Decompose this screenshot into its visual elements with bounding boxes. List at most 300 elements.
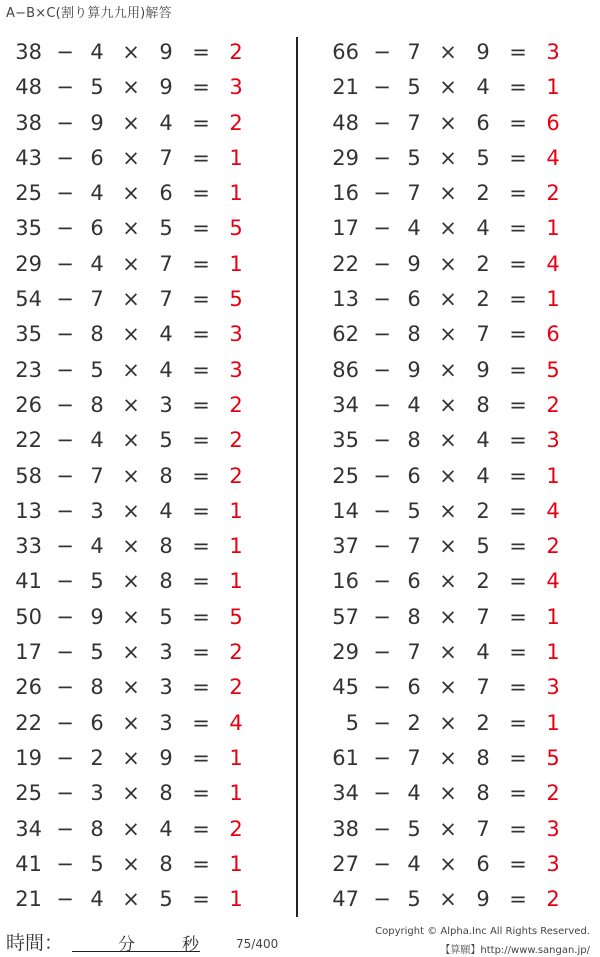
minus-sign: −	[56, 40, 74, 64]
times-sign: ×	[122, 181, 140, 206]
answer: 1	[229, 851, 243, 876]
minus-sign: −	[56, 569, 74, 594]
minutes-label: 分	[118, 935, 135, 955]
answer: 1	[229, 887, 243, 912]
operand-c: 2	[476, 181, 490, 206]
operand-b: 6	[90, 145, 104, 170]
answer: 2	[229, 640, 243, 665]
page-title: A−B×C(割り算九九用)解答	[6, 6, 172, 21]
operand-a: 66	[332, 40, 359, 64]
operand-b: 4	[90, 534, 104, 559]
answer: 2	[546, 181, 560, 206]
operand-b: 4	[407, 781, 421, 806]
answer: 3	[229, 75, 243, 100]
times-sign: ×	[439, 781, 457, 806]
problem-row	[8, 106, 268, 141]
equals-sign: =	[192, 75, 210, 100]
operand-b: 8	[407, 604, 421, 629]
minus-sign: −	[56, 287, 74, 312]
equals-sign: =	[192, 851, 210, 876]
operand-a: 54	[15, 287, 42, 312]
operand-c: 4	[159, 322, 173, 347]
operand-a: 62	[332, 322, 359, 347]
answer: 4	[546, 145, 560, 170]
operand-b: 9	[407, 357, 421, 382]
operand-a: 57	[332, 604, 359, 629]
times-sign: ×	[439, 534, 457, 559]
minus-sign: −	[373, 287, 391, 312]
equals-sign: =	[192, 887, 210, 912]
equals-sign: =	[509, 816, 527, 841]
operand-c: 2	[476, 251, 490, 276]
operand-b: 7	[407, 181, 421, 206]
problem-row	[325, 600, 585, 635]
problem-row	[325, 388, 585, 423]
operand-a: 25	[15, 181, 42, 206]
operand-c: 4	[476, 216, 490, 241]
operand-a: 38	[15, 110, 42, 135]
operand-a: 26	[15, 675, 42, 700]
minus-sign: −	[373, 216, 391, 241]
operand-c: 4	[159, 498, 173, 523]
operand-c: 7	[476, 322, 490, 347]
equals-sign: =	[509, 75, 527, 100]
problem-row	[325, 529, 585, 564]
operand-a: 61	[332, 745, 359, 770]
operand-a: 35	[15, 216, 42, 241]
minus-sign: −	[373, 675, 391, 700]
minus-sign: −	[56, 781, 74, 806]
operand-b: 4	[90, 181, 104, 206]
operand-a: 25	[332, 463, 359, 488]
operand-c: 4	[159, 110, 173, 135]
operand-a: 48	[15, 75, 42, 100]
answer: 1	[229, 181, 243, 206]
answer: 1	[229, 534, 243, 559]
operand-c: 8	[476, 392, 490, 417]
operand-c: 7	[476, 816, 490, 841]
time-answer-line	[72, 951, 200, 952]
operand-a: 38	[332, 816, 359, 841]
times-sign: ×	[122, 569, 140, 594]
operand-a: 26	[15, 392, 42, 417]
answer: 1	[229, 498, 243, 523]
operand-c: 9	[159, 75, 173, 100]
problem-row	[8, 317, 268, 352]
operand-c: 7	[159, 287, 173, 312]
operand-a: 47	[332, 887, 359, 912]
answer: 5	[229, 287, 243, 312]
site-url: 【算願】http://www.sangan.jp/	[440, 945, 590, 956]
answer: 2	[229, 675, 243, 700]
answer: 5	[546, 357, 560, 382]
problem-row	[8, 211, 268, 246]
minus-sign: −	[373, 181, 391, 206]
minus-sign: −	[373, 110, 391, 135]
equals-sign: =	[192, 498, 210, 523]
operand-b: 5	[407, 498, 421, 523]
operand-b: 5	[407, 75, 421, 100]
minus-sign: −	[56, 145, 74, 170]
equals-sign: =	[192, 675, 210, 700]
operand-c: 7	[476, 675, 490, 700]
times-sign: ×	[439, 463, 457, 488]
operand-b: 8	[90, 816, 104, 841]
answer: 2	[229, 463, 243, 488]
equals-sign: =	[192, 428, 210, 453]
problem-row	[325, 282, 585, 317]
problem-row	[8, 529, 268, 564]
operand-b: 4	[90, 40, 104, 64]
operand-c: 9	[159, 745, 173, 770]
operand-a: 22	[15, 710, 42, 735]
times-sign: ×	[122, 322, 140, 347]
problem-row	[8, 388, 268, 423]
operand-c: 6	[476, 110, 490, 135]
equals-sign: =	[192, 216, 210, 241]
operand-a: 38	[15, 40, 42, 64]
operand-b: 3	[90, 498, 104, 523]
equals-sign: =	[509, 604, 527, 629]
times-sign: ×	[439, 287, 457, 312]
minus-sign: −	[56, 216, 74, 241]
problem-row	[8, 882, 268, 917]
equals-sign: =	[509, 251, 527, 276]
operand-c: 8	[159, 851, 173, 876]
answer: 1	[546, 216, 560, 241]
problem-row	[8, 353, 268, 388]
times-sign: ×	[439, 745, 457, 770]
answer: 1	[229, 145, 243, 170]
minus-sign: −	[373, 322, 391, 347]
answer: 2	[546, 781, 560, 806]
operand-c: 5	[476, 534, 490, 559]
equals-sign: =	[509, 781, 527, 806]
times-sign: ×	[439, 675, 457, 700]
operand-c: 6	[476, 851, 490, 876]
problem-row	[325, 564, 585, 599]
answer: 2	[229, 428, 243, 453]
answer: 5	[229, 216, 243, 241]
minus-sign: −	[56, 251, 74, 276]
problem-row	[325, 670, 585, 705]
operand-b: 4	[407, 392, 421, 417]
operand-c: 8	[159, 463, 173, 488]
answer: 1	[546, 463, 560, 488]
times-sign: ×	[122, 40, 140, 64]
equals-sign: =	[192, 463, 210, 488]
minus-sign: −	[373, 428, 391, 453]
operand-b: 6	[90, 710, 104, 735]
equals-sign: =	[192, 640, 210, 665]
problem-row	[325, 106, 585, 141]
answer: 3	[546, 816, 560, 841]
problem-row	[325, 776, 585, 811]
operand-b: 6	[407, 463, 421, 488]
times-sign: ×	[122, 392, 140, 417]
minus-sign: −	[373, 534, 391, 559]
times-sign: ×	[439, 75, 457, 100]
equals-sign: =	[509, 710, 527, 735]
equals-sign: =	[192, 569, 210, 594]
operand-a: 29	[15, 251, 42, 276]
problem-row	[325, 812, 585, 847]
minus-sign: −	[56, 851, 74, 876]
problem-row	[325, 211, 585, 246]
equals-sign: =	[192, 251, 210, 276]
problem-row	[8, 741, 268, 776]
operand-c: 3	[159, 710, 173, 735]
column-divider	[296, 37, 298, 917]
minus-sign: −	[56, 887, 74, 912]
problem-row	[325, 176, 585, 211]
operand-b: 7	[90, 463, 104, 488]
equals-sign: =	[192, 745, 210, 770]
operand-a: 86	[332, 357, 359, 382]
equals-sign: =	[192, 357, 210, 382]
minus-sign: −	[373, 604, 391, 629]
operand-b: 5	[90, 75, 104, 100]
problem-row	[325, 247, 585, 282]
equals-sign: =	[192, 287, 210, 312]
operand-b: 8	[90, 392, 104, 417]
answer: 4	[546, 498, 560, 523]
problem-row	[8, 35, 268, 70]
answer: 1	[546, 75, 560, 100]
problem-row	[8, 459, 268, 494]
answer: 6	[546, 110, 560, 135]
operand-c: 5	[159, 604, 173, 629]
equals-sign: =	[509, 110, 527, 135]
times-sign: ×	[122, 710, 140, 735]
operand-a: 34	[15, 816, 42, 841]
equals-sign: =	[509, 640, 527, 665]
operand-c: 6	[159, 181, 173, 206]
equals-sign: =	[509, 392, 527, 417]
operand-b: 2	[90, 745, 104, 770]
equals-sign: =	[509, 287, 527, 312]
minus-sign: −	[373, 745, 391, 770]
times-sign: ×	[439, 851, 457, 876]
times-sign: ×	[439, 145, 457, 170]
operand-b: 6	[407, 287, 421, 312]
problem-row	[8, 70, 268, 105]
operand-c: 5	[159, 216, 173, 241]
equals-sign: =	[509, 145, 527, 170]
answer: 5	[546, 745, 560, 770]
answer: 3	[546, 675, 560, 700]
minus-sign: −	[373, 392, 391, 417]
operand-c: 7	[159, 251, 173, 276]
answer: 2	[229, 392, 243, 417]
operand-a: 35	[332, 428, 359, 453]
times-sign: ×	[122, 816, 140, 841]
operand-c: 3	[159, 640, 173, 665]
operand-a: 43	[15, 145, 42, 170]
times-sign: ×	[122, 145, 140, 170]
times-sign: ×	[122, 781, 140, 806]
problem-row	[325, 317, 585, 352]
problem-row	[8, 141, 268, 176]
operand-b: 8	[90, 675, 104, 700]
times-sign: ×	[439, 569, 457, 594]
times-sign: ×	[439, 357, 457, 382]
operand-a: 37	[332, 534, 359, 559]
problem-row	[8, 812, 268, 847]
answer: 1	[229, 251, 243, 276]
minus-sign: −	[373, 781, 391, 806]
minus-sign: −	[56, 428, 74, 453]
minus-sign: −	[373, 40, 391, 64]
times-sign: ×	[439, 392, 457, 417]
operand-a: 22	[332, 251, 359, 276]
operand-b: 8	[90, 322, 104, 347]
problem-row	[325, 70, 585, 105]
operand-c: 4	[159, 357, 173, 382]
minus-sign: −	[373, 640, 391, 665]
equals-sign: =	[509, 851, 527, 876]
equals-sign: =	[509, 216, 527, 241]
operand-c: 4	[476, 640, 490, 665]
answer: 2	[546, 392, 560, 417]
operand-c: 9	[476, 887, 490, 912]
minus-sign: −	[373, 145, 391, 170]
times-sign: ×	[122, 534, 140, 559]
times-sign: ×	[439, 251, 457, 276]
answer: 1	[229, 569, 243, 594]
operand-b: 6	[90, 216, 104, 241]
operand-c: 3	[159, 675, 173, 700]
operand-b: 9	[90, 110, 104, 135]
operand-a: 34	[332, 392, 359, 417]
equals-sign: =	[192, 145, 210, 170]
time-label: 時間：	[6, 932, 64, 954]
problem-row	[8, 706, 268, 741]
operand-b: 5	[90, 851, 104, 876]
answer: 3	[546, 40, 560, 64]
times-sign: ×	[122, 498, 140, 523]
times-sign: ×	[439, 428, 457, 453]
operand-a: 16	[332, 181, 359, 206]
operand-c: 2	[476, 498, 490, 523]
minus-sign: −	[56, 534, 74, 559]
operand-c: 8	[159, 781, 173, 806]
page-number: 75/400	[236, 937, 279, 951]
minus-sign: −	[373, 710, 391, 735]
equals-sign: =	[192, 534, 210, 559]
operand-b: 5	[90, 569, 104, 594]
times-sign: ×	[439, 604, 457, 629]
times-sign: ×	[439, 640, 457, 665]
times-sign: ×	[122, 287, 140, 312]
minus-sign: −	[56, 816, 74, 841]
operand-a: 21	[15, 887, 42, 912]
minus-sign: −	[56, 745, 74, 770]
operand-b: 5	[407, 816, 421, 841]
problem-row	[8, 423, 268, 458]
operand-b: 5	[407, 887, 421, 912]
operand-c: 5	[476, 145, 490, 170]
operand-c: 8	[476, 781, 490, 806]
problem-row	[8, 494, 268, 529]
times-sign: ×	[122, 75, 140, 100]
equals-sign: =	[509, 675, 527, 700]
problem-row	[325, 882, 585, 917]
times-sign: ×	[122, 887, 140, 912]
minus-sign: −	[56, 604, 74, 629]
times-sign: ×	[439, 40, 457, 64]
equals-sign: =	[509, 498, 527, 523]
problem-column-right	[325, 35, 585, 917]
equals-sign: =	[192, 392, 210, 417]
operand-a: 33	[15, 534, 42, 559]
answer: 5	[229, 604, 243, 629]
equals-sign: =	[509, 569, 527, 594]
minus-sign: −	[56, 640, 74, 665]
operand-b: 7	[407, 640, 421, 665]
problem-row	[325, 459, 585, 494]
problem-row	[8, 847, 268, 882]
problem-row	[325, 635, 585, 670]
answer: 2	[546, 534, 560, 559]
operand-c: 5	[159, 428, 173, 453]
operand-b: 4	[90, 428, 104, 453]
operand-b: 2	[407, 710, 421, 735]
operand-c: 4	[476, 75, 490, 100]
operand-c: 7	[476, 604, 490, 629]
operand-b: 6	[407, 675, 421, 700]
operand-a: 21	[332, 75, 359, 100]
answer: 1	[229, 745, 243, 770]
problem-row	[325, 847, 585, 882]
answer: 2	[546, 887, 560, 912]
equals-sign: =	[192, 181, 210, 206]
answer: 4	[546, 569, 560, 594]
operand-a: 29	[332, 145, 359, 170]
equals-sign: =	[509, 40, 527, 64]
problem-row	[8, 776, 268, 811]
problem-row	[325, 494, 585, 529]
operand-b: 7	[407, 40, 421, 64]
operand-a: 41	[15, 851, 42, 876]
minus-sign: −	[373, 816, 391, 841]
minus-sign: −	[373, 851, 391, 876]
answer: 2	[229, 40, 243, 64]
problem-row	[8, 247, 268, 282]
operand-c: 2	[476, 569, 490, 594]
minus-sign: −	[373, 251, 391, 276]
minus-sign: −	[56, 392, 74, 417]
equals-sign: =	[509, 887, 527, 912]
times-sign: ×	[122, 110, 140, 135]
equals-sign: =	[509, 357, 527, 382]
operand-a: 5	[345, 710, 359, 735]
operand-c: 4	[159, 816, 173, 841]
operand-c: 8	[159, 534, 173, 559]
problem-row	[8, 670, 268, 705]
times-sign: ×	[122, 604, 140, 629]
operand-a: 14	[332, 498, 359, 523]
operand-b: 4	[90, 251, 104, 276]
operand-a: 22	[15, 428, 42, 453]
minus-sign: −	[373, 498, 391, 523]
operand-b: 4	[90, 887, 104, 912]
minus-sign: −	[373, 887, 391, 912]
answer: 3	[546, 428, 560, 453]
operand-a: 19	[15, 745, 42, 770]
operand-b: 3	[90, 781, 104, 806]
operand-b: 7	[407, 110, 421, 135]
